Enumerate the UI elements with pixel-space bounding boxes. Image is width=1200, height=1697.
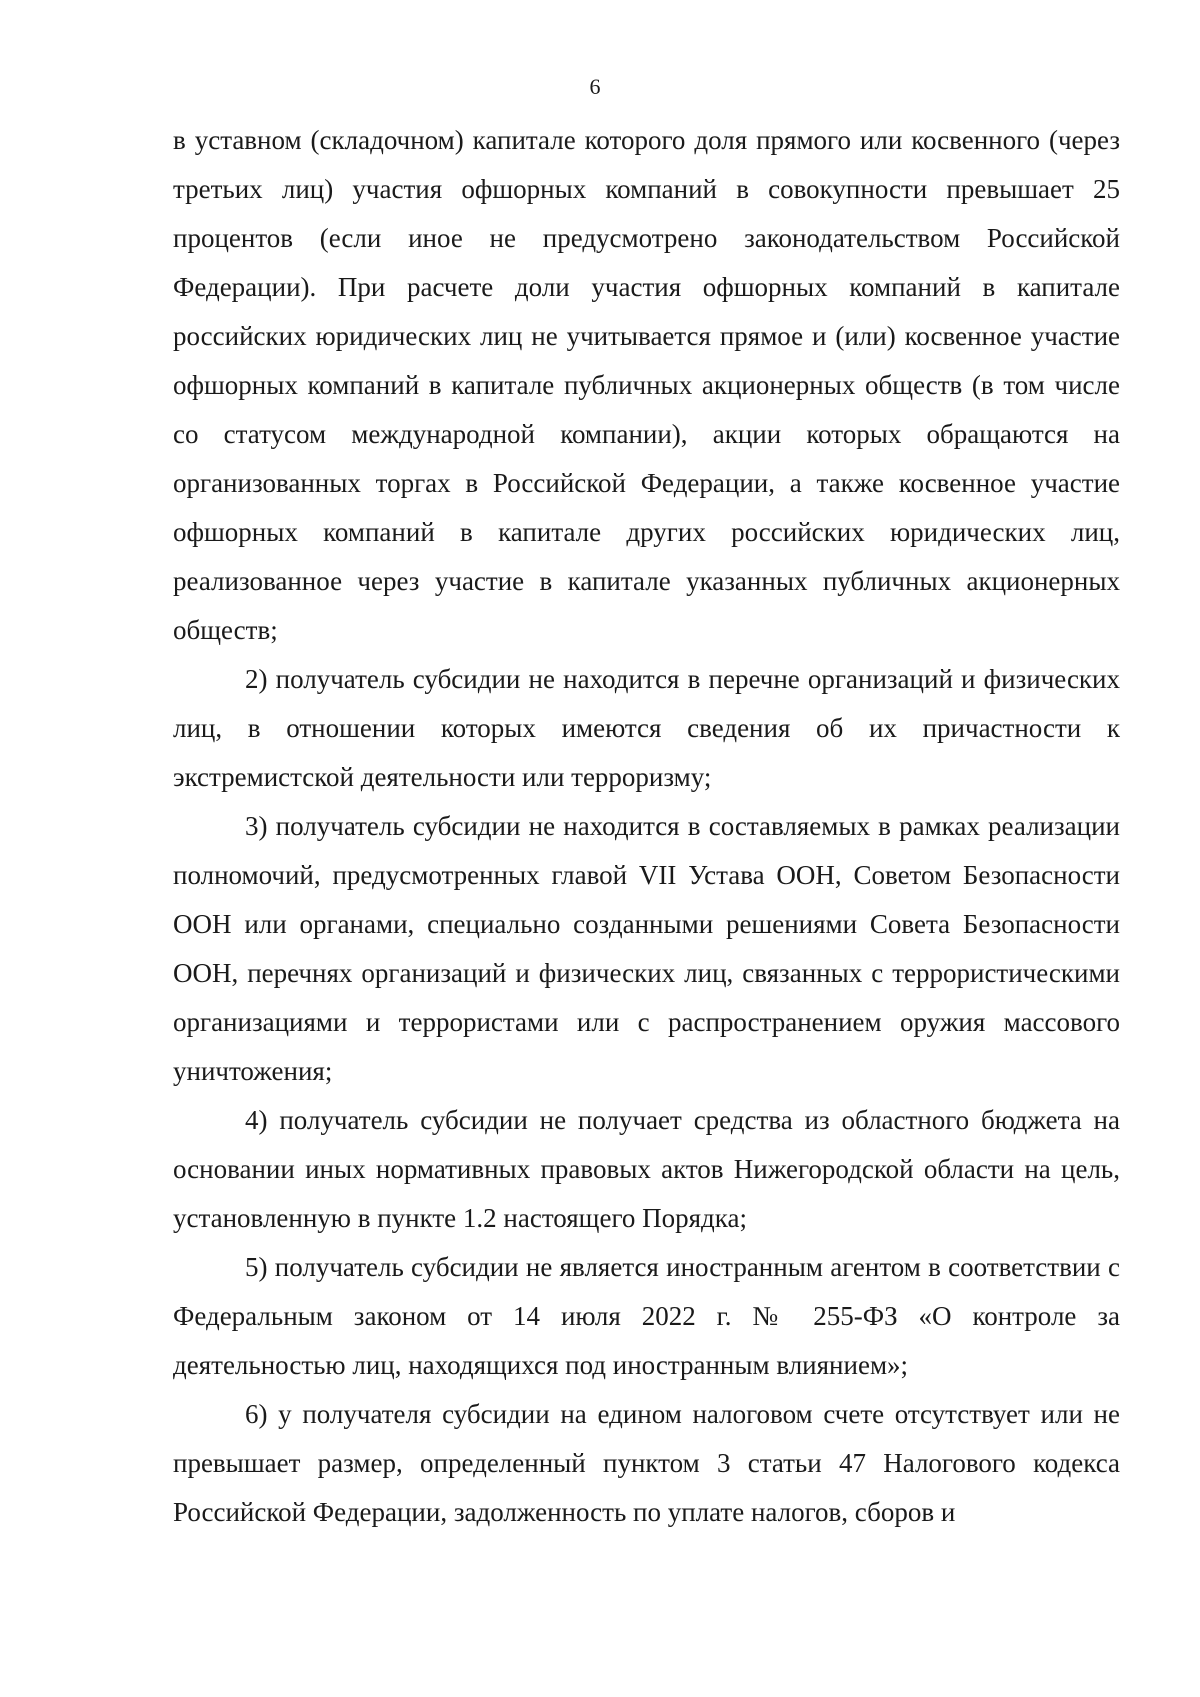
document-body [173, 116, 1120, 1537]
page-number: 6 [589, 74, 601, 99]
paragraph-continuation: в уставном (складочном) капитале которого доля прямого или косвенного (через третьих лиц) участия офшорных компаний в совокупности превышает 25 процентов (если иное не предусмотрено законодательством Российской Федерации). При расчете доли участия офшорных компаний в капитале российских юридических лиц не учитывается прямое и (или) косвенное участие офшорных компаний в капитале публичных акционерных обществ (в том числе со статусом международной компании), акции которых обращаются на организованных торгах в Российской Федерации, а также косвенное участие офшорных компаний в капитале других российских юридических лиц, реализованное через участие в капитале указанных публичных акционерных обществ; [173, 125, 1120, 645]
paragraph-item-2: 2) получатель субсидии не находится в перечне организаций и физических лиц, в отношении которых имеются сведения об их причастности к экстремистской деятельности или терроризму; [173, 664, 1120, 792]
paragraph-item-3: 3) получатель субсидии не находится в составляемых в рамках реализации полномочий, предусмотренных главой VII Устава ООН, Советом Безопасности ООН или органами, специально созданными решениями Совета Безопасности ООН, перечнях организаций и физических лиц, связанных с террористическими организациями и террористами или с распространением оружия массового уничтожения; [173, 811, 1120, 1086]
paragraph-item-5: 5) получатель субсидии не является иностранным агентом в соответствии с Федеральным законом от 14 июля 2022 г. № 255-ФЗ «О контроле за деятельностью лиц, находящихся под иностранным влиянием»; [173, 1252, 1120, 1380]
paragraph-item-4: 4) получатель субсидии не получает средства из областного бюджета на основании иных нормативных правовых актов Нижегородской области на цель, установленную в пункте 1.2 настоящего Порядка; [173, 1105, 1120, 1233]
paragraph-item-6: 6) у получателя субсидии на едином налоговом счете отсутствует или не превышает размер, определенный пунктом 3 статьи 47 Налогового кодекса Российской Федерации, задолженность по уплате налогов, сборов и [173, 1399, 1120, 1527]
